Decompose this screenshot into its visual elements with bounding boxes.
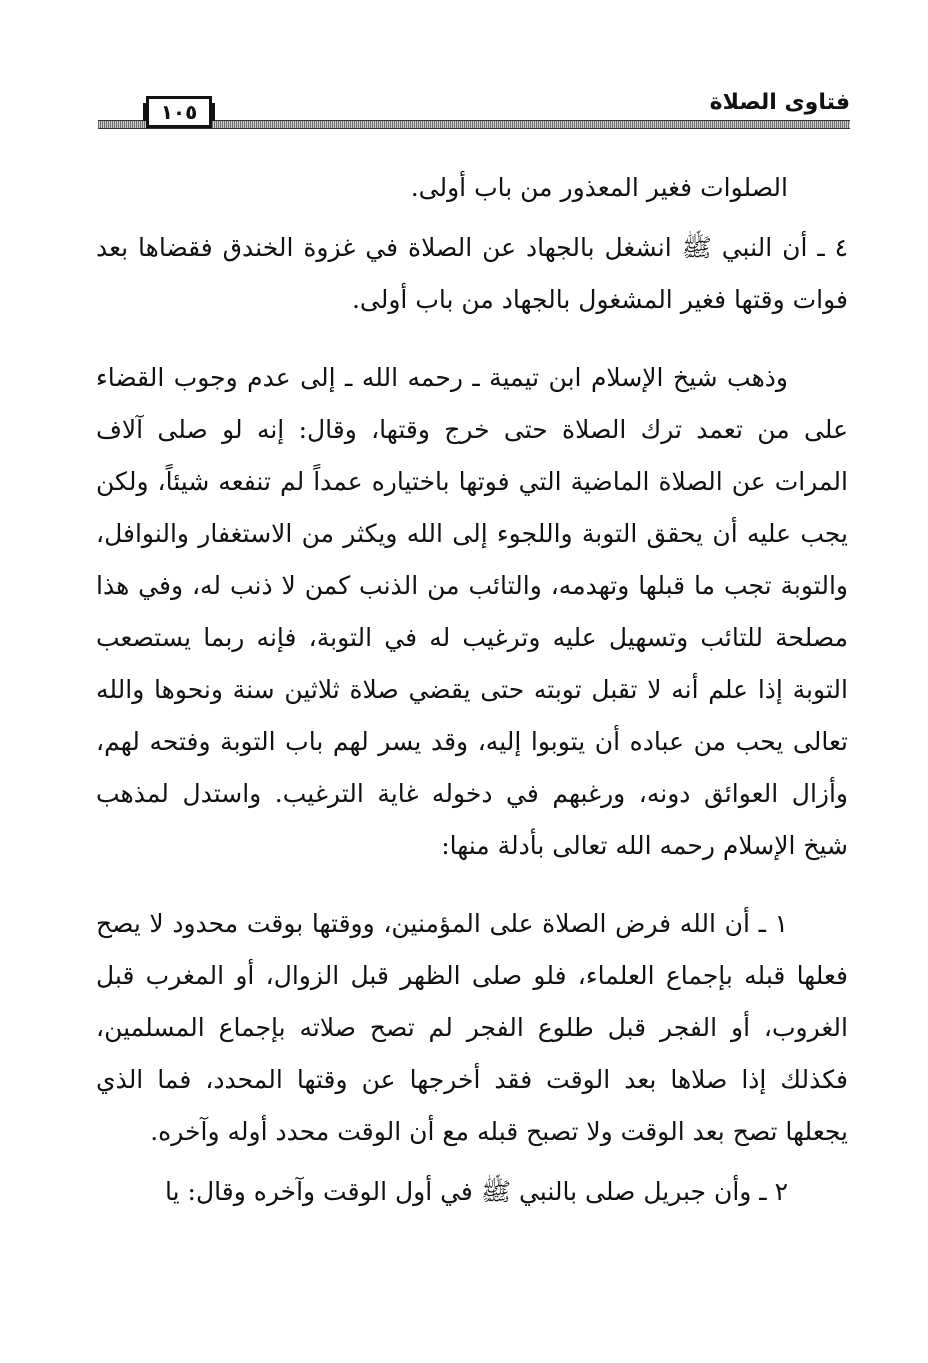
page-header: [98, 84, 850, 134]
page-number: ١٠٥: [146, 96, 212, 128]
paragraph-continuation: الصلوات فغير المعذور من باب أولى.: [410, 173, 788, 202]
list-item-4: ٤ ـ أن النبي ﷺ انشغل بالجهاد عن الصلاة في غزوة الخندق فقضاها بعد فوات وقتها فغير المشغول بالجهاد من باب أولى.: [96, 233, 848, 314]
page-body: [96, 162, 848, 1218]
running-title: فتاوى الصلاة: [709, 90, 850, 115]
list-item-1: ١ ـ أن الله فرض الصلاة على المؤمنين، ووقتها بوقت محدود لا يصح فعلها قبله بإجماع العلماء، فلو صلى الظهر قبل الزوال، أو المغرب قبل الغروب، أو الفجر قبل طلوع الفجر لم تصح صلاته بإجماع المسلمين، فكذلك إذا صلاها بعد الوقت فقد أخرجها عن وقتها المحدد، فما الذي يجعلها تصح بعد الوقت ولا تصبح قبله مع أن الوقت محدد أوله وآخره.: [96, 909, 848, 1146]
paragraph-ibn-taymiyya: وذهب شيخ الإسلام ابن تيمية ـ رحمه الله ـ إلى عدم وجوب القضاء على من تعمد ترك الصلاة حتى خرج وقتها، وقال: إنه لو صلى آلاف المرات عن الصلاة الماضية التي فوتها باختياره عمداً لم تنفعه شيئاً، ولكن يجب عليه أن يحقق التوبة واللجوء إلى الله ويكثر من الاستغفار والنوافل، والتوبة تجب ما قبلها وتهدمه، والتائب من الذنب كمن لا ذنب له، وفي هذا مصلحة للتائب وتسهيل عليه وترغيب له في التوبة، فإنه ربما يستصعب التوبة إذا علم أنه لا تقبل توبته حتى يقضي صلاة ثلاثين سنة ونحوها والله تعالى يحب من عباده أن يتوبوا إليه، وقد يسر لهم باب التوبة وفتحه لهم، وأزال العوائق دونه، ورغبهم في دخوله غاية الترغيب. واستدل لمذهب شيخ الإسلام رحمه الله تعالى بأدلة منها:: [96, 363, 849, 860]
list-item-2: ٢ ـ وأن جبريل صلى بالنبي ﷺ في أول الوقت وآخره وقال: يا: [165, 1177, 788, 1206]
